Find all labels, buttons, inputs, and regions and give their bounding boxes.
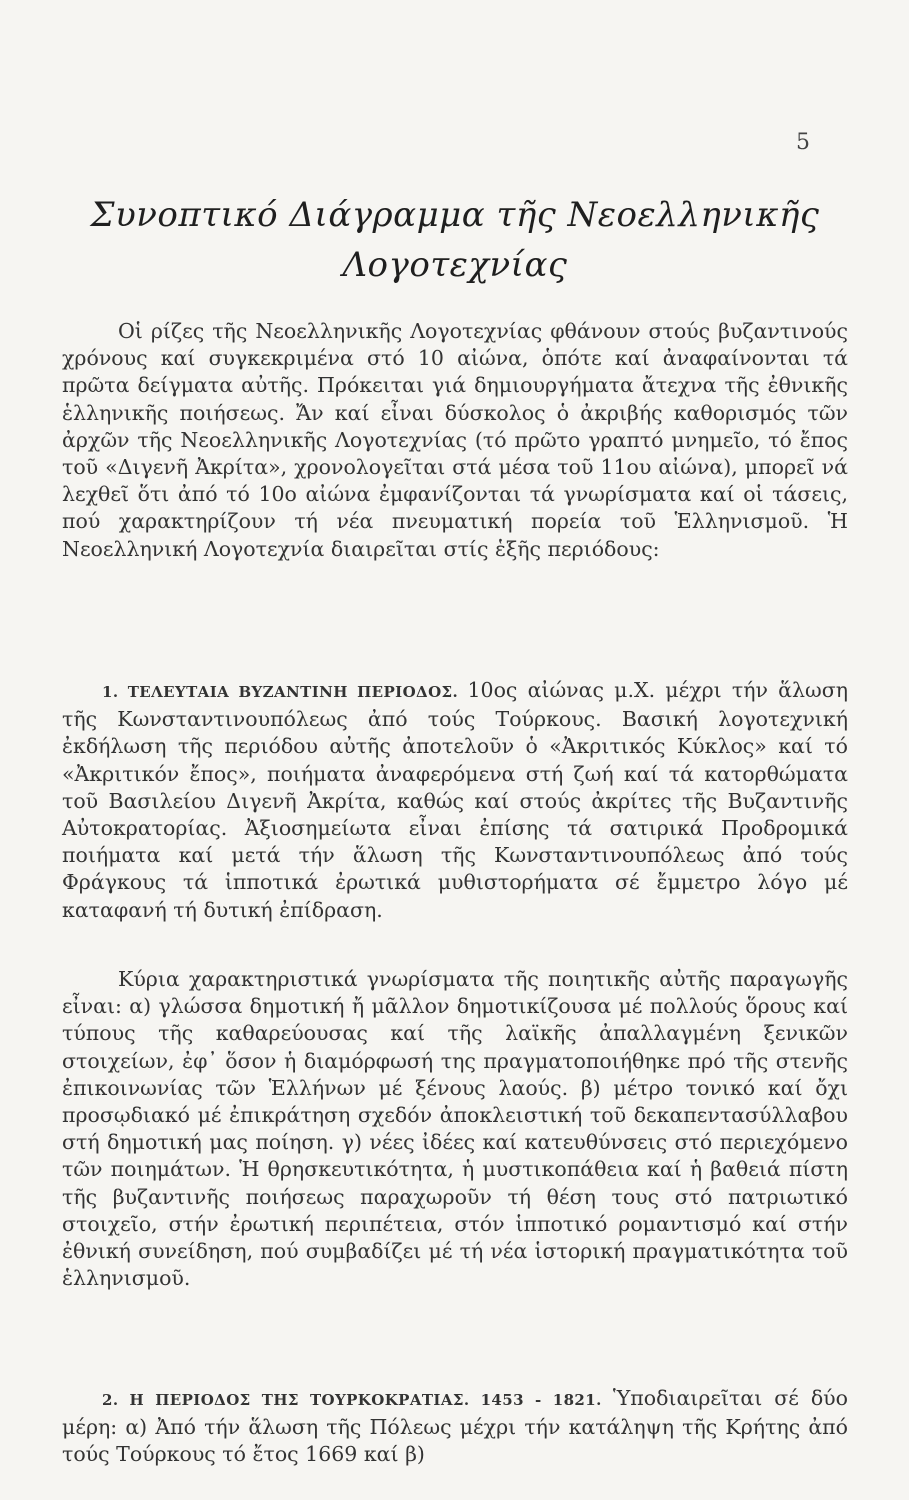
section-1-characteristics: Κύρια χαρακτηριστικά γνωρίσματα τῆς ποιητικῆς αὐτῆς παραγωγῆς εἶναι: α) γλώσσα δημοτική ἤ μᾶλλον δημοτικίζουσα μέ πολλούς ὅρους καί τύπους τῆς καθαρεύουσας καί τῆς λαϊκῆς ἀπαλλαγμένη ξενικῶν στοιχείων, ἐφ᾿ ὅσον ἡ διαμόρφωσή της πραγματοποιήθηκε πρό τῆς στενῆς ἐπικοινωνίας τῶν Ἑλλήνων μέ ξένους λαούς. β) μέτρο τονικό καί ὄχι προσῳδιακό μέ ἐπικράτηση σχεδόν ἀποκλειστική τοῦ δεκαπεντασύλλαβου στή δημοτική μας ποίηση. γ) νέες ἰδέες καί κατευθύνσεις στό περιεχόμενο τῶν ποιημάτων. Ἡ θρησκευτικότητα, ἡ μυστικοπάθεια καί ἡ βαθειά πίστη τῆς βυζαντινῆς ποιήσεως παραχωροῦν τή θέση τους στό πατριωτικό στοιχεῖο, στήν ἐρωτική περιπέτεια, στόν ἱπποτικό ρομαντισμό καί στήν ἐθνική συνείδηση, πού συμβαδίζει μέ τή νέα ἱστορική πραγματικότητα τοῦ ἑλληνισμοῦ. <box>62 967 848 1291</box>
intro-paragraph: Οἱ ρίζες τῆς Νεοελληνικῆς Λογοτεχνίας φθάνουν στούς βυζαντινούς χρόνους καί συγκεκριμένα στό 10 αἰώνα, ὁπότε καί ἀναφαίνονται τά πρῶτα δείγματα αὐτῆς. Πρόκειται γιά δημιουργήματα ἄτεχνα τῆς ἐθνικῆς ἑλληνικῆς ποιήσεως. Ἄν καί εἶναι δύσκολος ὁ ἀκριβής καθορισμός τῶν ἀρχῶν τῆς Νεοελληνικῆς Λογοτεχνίας (τό πρῶτο γραπτό μνημεῖο, τό ἔπος τοῦ «Διγενῆ Ἀκρίτα», χρονολογεῖται στά μέσα τοῦ 11ου αἰώνα), μπορεῖ νά λεχθεῖ ὅτι ἀπό τό 10ο αἰώνα ἐμφανίζονται τά γνωρίσματα καί οἱ τάσεις, πού χαρακτηρίζουν τή νέα πνευματική πορεία τοῦ Ἑλληνισμοῦ. Ἡ Νεοελληνική Λογοτεχνία διαιρεῖται στίς ἑξῆς περιόδους: <box>62 319 848 561</box>
section-1-heading: 1. ΤΕΛΕΥΤΑΙΑ ΒΥΖΑΝΤΙΝΗ ΠΕΡΙΟΔΟΣ. <box>102 683 468 701</box>
section-2-body: Ὑποδιαιρεῖται σέ δύο μέρη: α) Ἀπό τήν ἅλωση τῆς Πόλεως μέχρι τήν κατάληψη τῆς Κρήτης ἀπό τούς Τούρκους τό ἔτος 1669 καί β) <box>62 1386 848 1467</box>
section-2-heading: 2. Η ΠΕΡΙΟΔΟΣ ΤΗΣ ΤΟΥΡΚΟΚΡΑΤΙΑΣ. 1453 - 1821. <box>102 1391 613 1409</box>
section-1-body: 10ος αἰώνας μ.Χ. μέχρι τήν ἅλωση τῆς Κωνσταντινουπόλεως ἀπό τούς Τούρκους. Βασική λογοτεχνική ἐκδήλωση τῆς περιόδου αὐτῆς ἀποτελοῦν ὁ «Ἀκριτικός Κύκλος» καί τό «Ἀκριτικόν ἔπος», ποιήματα ἀναφερόμενα στή ζωή καί τά κατορθώματα τοῦ Βασιλείου Διγενῆ Ἀκρίτα, καθώς καί στούς ἀκρίτες τῆς Βυζαντινῆς Αὐτοκρατορίας. Ἀξιοσημείωτα εἶναι ἐπίσης τά σατιρικά Προδρομικά ποιήματα καί μετά τήν ἅλωση τῆς Κωνσταντινουπόλεως ἀπό τούς Φράγκους τά ἱπποτικά ἐρωτικά μυθιστορήματα σέ ἔμμετρο λόγο μέ καταφανή τή δυτική ἐπίδραση. <box>62 678 848 922</box>
page-title <box>60 190 850 290</box>
title-line-2: Λογοτεχνίας <box>342 245 568 285</box>
section-2-paragraph <box>62 1385 848 1469</box>
title-line-1: Συνοπτικό Διάγραμμα τῆς Νεοελληνικῆς <box>90 195 820 235</box>
page-number: 5 <box>796 130 810 155</box>
section-1-paragraph <box>62 677 848 924</box>
